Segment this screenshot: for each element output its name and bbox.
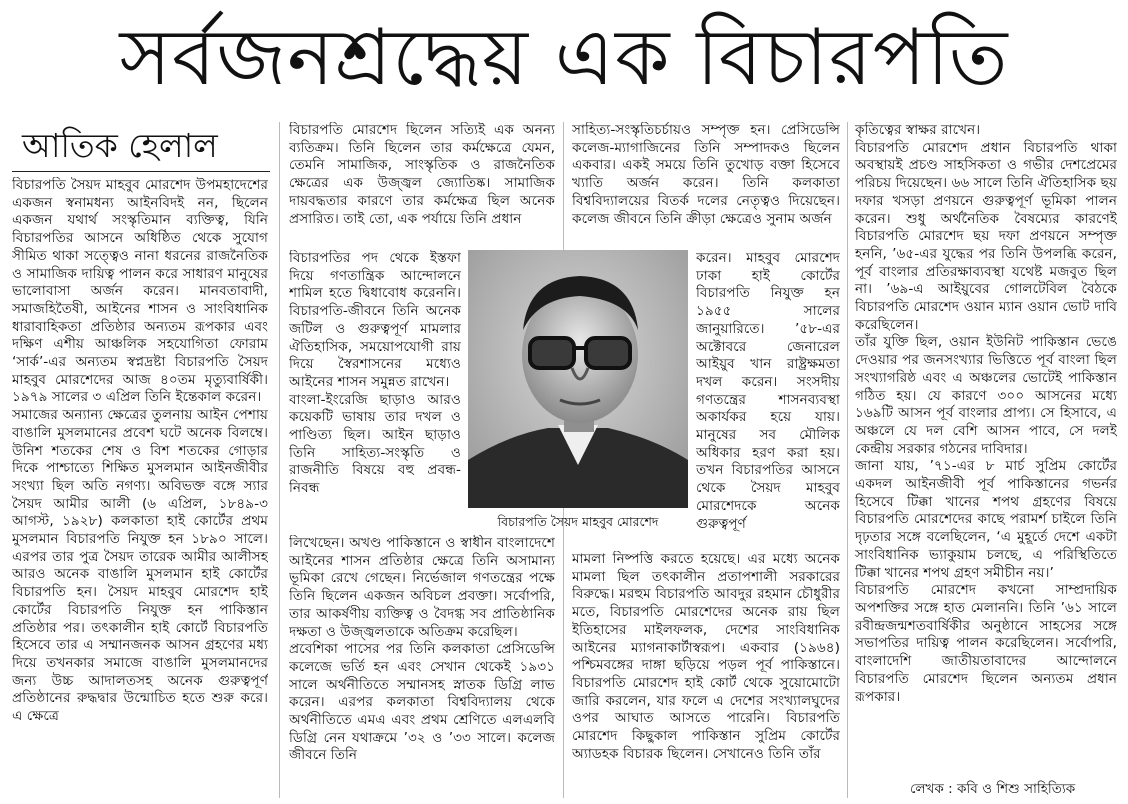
headline: সর্বজনশ্রদ্ধেয় এক বিচারপতি <box>119 13 1009 103</box>
column-divider <box>279 122 280 798</box>
portrait-photo <box>468 250 688 508</box>
article-column-3-bottom: মামলা নিষ্পত্তি করতে হয়েছে। এর মধ্যে অনেক মামলা ছিল তৎকালীন প্রতাপশালী সরকারের বিরুদ্ধে। মরহুম বিচারপতি আবদুর রহমান চৌধুরীর মতে, বিচারপতি মোরশেদের অনেক রায় ছিল ইতিহাসের মাইলফলক, দেশের সাংবিধানিক আইনের ম্যাগনাকার্টাস্বরূপ। একবার (১৯৬৪) পশ্চিমবঙ্গের দাঙ্গা ছড়িয়ে পড়ল পূর্ব পাকিস্তানে। বিচারপতি মোরশেদ হাই কোর্ট থেকে সুয়োমোটো জারি করলেন, যার ফলে এ দেশের সংখ্যালঘুদের ওপর আঘাত আসতে পারেনি। বিচারপতি মোরশেদ কিছুকাল পাকিস্তান সুপ্রিম কোর্টের অ্যাডহক বিচারক ছিলেন। সেখানেও তিনি তাঁর <box>572 551 840 762</box>
portrait-image <box>468 250 688 508</box>
column-divider <box>847 122 848 798</box>
article-column-2-left-of-photo: বিচারপতির পদ থেকে ইস্তফা দিয়ে গণতান্ত্রিক আন্দোলনে শামিল হতে দ্বিধাবোধ করেননি। বিচারপতি-জীবনে তিনি অনেক জটিল ও গুরুত্বপূর্ণ মামলার ঐতিহাসিক, সময়োপযোগী রায় দিয়ে স্বৈরশাসনের মধ্যেও আইনের শাসন সমুন্নত রাখেন। বাংলা-ইংরেজি ছাড়াও আরও কয়েকটি ভাষায় তার দখল ও পাণ্ডিত্য ছিল। আইন ছাড়াও তিনি সাহিত্য-সংস্কৃতি ও রাজনীতি বিষয়ে বহু প্রবন্ধ-নিবন্ধ <box>289 250 461 497</box>
article-column-4: কৃতিত্বের স্বাক্ষর রাখেন। বিচারপতি মোরশেদ প্রধান বিচারপতি থাকা অবস্থায়ই প্রচণ্ড সাহসিকতা ও গভীর দেশপ্রেমের পরিচয় দিয়েছেন। ৬৬ সালে তিনি ঐতিহাসিক ছয় দফার খসড়া প্রণয়নে গুরুত্বপূর্ণ ভূমিকা পালন করেন। শুধু অর্থনৈতিক বৈষম্যের কারণেই বিচারপতি মোরশেদ ছয় দফা প্রণয়নে সম্পৃক্ত হননি, ’৬৫-এর যুদ্ধের পর তিনি উপলব্ধি করেন, পূর্ব বাংলার প্রতিরক্ষাব্যবস্থা যথেষ্ট মজবুত ছিল না। ’৬৯-এ আইয়ুবের গোলটেবিল বৈঠকে বিচারপতি মোরশেদ ওয়ান ম্যান ওয়ান ভোট দাবি করেছিলেন। তাঁর যুক্তি ছিল, ওয়ান ইউনিট পাকিস্তান ভেঙে দেওয়ার পর জনসংখ্যার ভিত্তিতে পূর্ব বাংলা ছিল সংখ্যাগরিষ্ঠ এবং এ অঞ্চলের ভোটেই পাকিস্তান গঠিত হয়। যে কারণে ৩০০ আসনের মধ্যে ১৬৯টি আসন পূর্ব বাংলার প্রাপ্য। সে হিসাবে, এ অঞ্চলে যে দল বেশি আসন পাবে, সে দলই কেন্দ্রীয় সরকার গঠনের দাবিদার। জানা যায়, ’৭১-এর ৮ মার্চ সুপ্রিম কোর্টের একদল আইনজীবী পূর্ব পাকিস্তানের গভর্নর হিসেবে টিক্কা খানের শপথ গ্রহণের বিষয়ে বিচারপতি মোরশেদের কাছে পরামর্শ চাইলে তিনি দৃঢ়তার সঙ্গে বলেছিলেন, ‘এ মুহূর্তে দেশে একটা সাংবিধানিক ভ্যাকুয়াম চলছে, এ পরিস্থিতিতে টিক্কা খানের শপথ গ্রহণ সমীচীন নয়।’ বিচারপতি মোরশেদ কখনো সাম্প্রদায়িক অপশক্তির সঙ্গে হাত মেলাননি। তিনি ’৬১ সালে রবীন্দ্রজন্মশতবার্ষিকীর অনুষ্ঠানে সাহসের সঙ্গে সভাপতির দায়িত্ব পালন করেছিলেন। সর্বোপরি, বাংলাদেশি জাতীয়তাবাদের আন্দোলনে বিচারপতি মোরশেদ ছিলেন অন্যতম প্রধান রূপকার। <box>855 122 1117 705</box>
photo-caption: বিচারপতি সৈয়দ মাহবুব মোরশেদ <box>497 514 659 529</box>
byline-rule <box>12 171 270 172</box>
byline: আতিক হেলাল <box>22 126 218 165</box>
article-column-3-top: সাহিত্য-সংস্কৃতিচর্চায়ও সম্পৃক্ত হন। প্রেসিডেন্সি কলেজ-ম্যাগাজিনের তিনি সম্পাদকও ছিলেন একবার। একই সময়ে তিনি তুখোড় বক্তা হিসেবে খ্যাতি অর্জন করেন। তিনি কলকাতা বিশ্ববিদ্যালয়ের বিতর্ক দলের নেতৃত্বও দিয়েছেন। কলেজ জীবনে তিনি ক্রীড়া ক্ষেত্রেও সুনাম অর্জন <box>572 122 840 227</box>
article-column-1: বিচারপতি সৈয়দ মাহবুব মোরশেদ উপমহাদেশের একজন স্বনামধন্য আইনবিদই নন, ছিলেন একজন যথার্থ সংস্কৃতিমান ব্যক্তিত্ব, যিনি বিচারপতির আসনে অধিষ্ঠিত থেকে সুযোগ সীমিত থাকা সত্ত্বেও নানা ধরনের রাজনৈতিক ও সামাজিক দায়িত্ব পালন করে সাধারণ মানুষের ভালোবাসা অর্জন করেন। মানবতাবাদী, সমাজহিতৈষী, আইনের শাসন ও সাংবিধানিক ধারাবাহিকতা প্রতিষ্ঠার অন্যতম রূপকার এবং দক্ষিণ এশীয় আঞ্চলিক সহযোগিতা ফোরাম ‘সার্ক’-এর অন্যতম স্বপ্নদ্রষ্টা বিচারপতি সৈয়দ মাহবুব মোরশেদের আজ ৪০তম মৃত্যুবার্ষিকী। ১৯৭৯ সালের ৩ এপ্রিল তিনি ইন্তেকাল করেন। সমাজের অন্যান্য ক্ষেত্রের তুলনায় আইন পেশায় বাঙালি মুসলমানের প্রবেশ ঘটে অনেক বিলম্বে। উনিশ শতকের শেষ ও বিশ শতকের গোড়ার দিকে পাশ্চাত্যে শিক্ষিত মুসলমান আইনজীবীর সংখ্যা ছিল অতি নগণ্য। অবিভক্ত বঙ্গে স্যার সৈয়দ আমীর আলী (৬ এপ্রিল, ১৮৪৯-৩ আগস্ট, ১৯২৮) কলকাতা হাই কোর্টের প্রথম মুসলমান বিচারপতি নিযুক্ত হন ১৮৯০ সালে। এরপর তার পুত্র সৈয়দ তারেক আমীর আলীসহ আরও অনেক বাঙালি মুসলমান হাই কোর্টের বিচারপতি হন। সৈয়দ মাহবুব মোরশেদ হাই কোর্টের বিচারপতি নিযুক্ত হন পাকিস্তান প্রতিষ্ঠার পর। তৎকালীন হাই কোর্টে বিচারপতি হিসেবে তার এ সম্মানজনক আসন গ্রহণের মধ্য দিয়ে তখনকার সমাজে বাঙালি মুসলমানদের জন্য উচ্চ আদালতসহ অনেক গুরুত্বপূর্ণ প্রতিষ্ঠানের রুদ্ধদ্বার উন্মোচিত হতে শুরু করে। এ ক্ষেত্রে <box>12 177 268 725</box>
article-column-2-top: বিচারপতি মোরশেদ ছিলেন সত্যিই এক অনন্য ব্যতিক্রম। তিনি ছিলেন তার কর্মক্ষেত্রে যেমন, তেমনি সামাজিক, সাংস্কৃতিক ও রাজনৈতিক ক্ষেত্রের এক উজ্জ্বল জ্যোতিষ্ক। সামাজিক দায়বদ্ধতার কারণে তার কর্মক্ষেত্র ছিল অনেক প্রসারিত। তাই তো, এক পর্যায়ে তিনি প্রধান <box>289 122 555 227</box>
article-column-3-right-of-photo: করেন। মাহবুব মোরশেদ ঢাকা হাই কোর্টের বিচারপতি নিযুক্ত হন ১৯৫৫ সালের জানুয়ারিতে। ’৫৮-এর অক্টোবরে জেনারেল আইয়ুব খান রাষ্ট্রক্ষমতা দখল করেন। সংসদীয় গণতন্ত্রের শাসনব্যবস্থা অকার্যকর হয়ে যায়। মানুষের সব মৌলিক অধিকার হরণ করা হয়। তখন বিচারপতির আসনে থেকে সৈয়দ মাহবুব মোরশেদকে অনেক গুরুত্বপূর্ণ <box>696 250 840 532</box>
article-column-2-bottom: লিখেছেন। অখণ্ড পাকিস্তানে ও স্বাধীন বাংলাদেশে আইনের শাসন প্রতিষ্ঠার ক্ষেত্রে তিনি অসামান্য ভূমিকা রেখে গেছেন। নির্ভেজাল গণতন্ত্রের পক্ষে তিনি ছিলেন একজন অবিচল প্রবক্তা। সর্বোপরি, তার আকর্ষণীয় ব্যক্তিত্ব ও বৈদগ্ধ সব প্রাতিষ্ঠানিক দক্ষতা ও উজ্জ্বলতাকে অতিক্রম করেছিল। প্রবেশিকা পাসের পর তিনি কলকাতা প্রেসিডেন্সি কলেজে ভর্তি হন এবং সেখান থেকেই ১৯৩১ সালে অর্থনীতিতে সম্মানসহ স্নাতক ডিগ্রি লাভ করেন। এরপর কলকাতা বিশ্ববিদ্যালয় থেকে অর্থনীতিতে এমএ এবং প্রথম শ্রেণিতে এলএলবি ডিগ্রি নেন যথাক্রমে ’৩২ ও ’৩৩ সালে। কলেজ জীবনে তিনি <box>289 535 555 764</box>
author-credit: লেখক : কবি ও শিশু সাহিত্যিক <box>910 781 1076 797</box>
